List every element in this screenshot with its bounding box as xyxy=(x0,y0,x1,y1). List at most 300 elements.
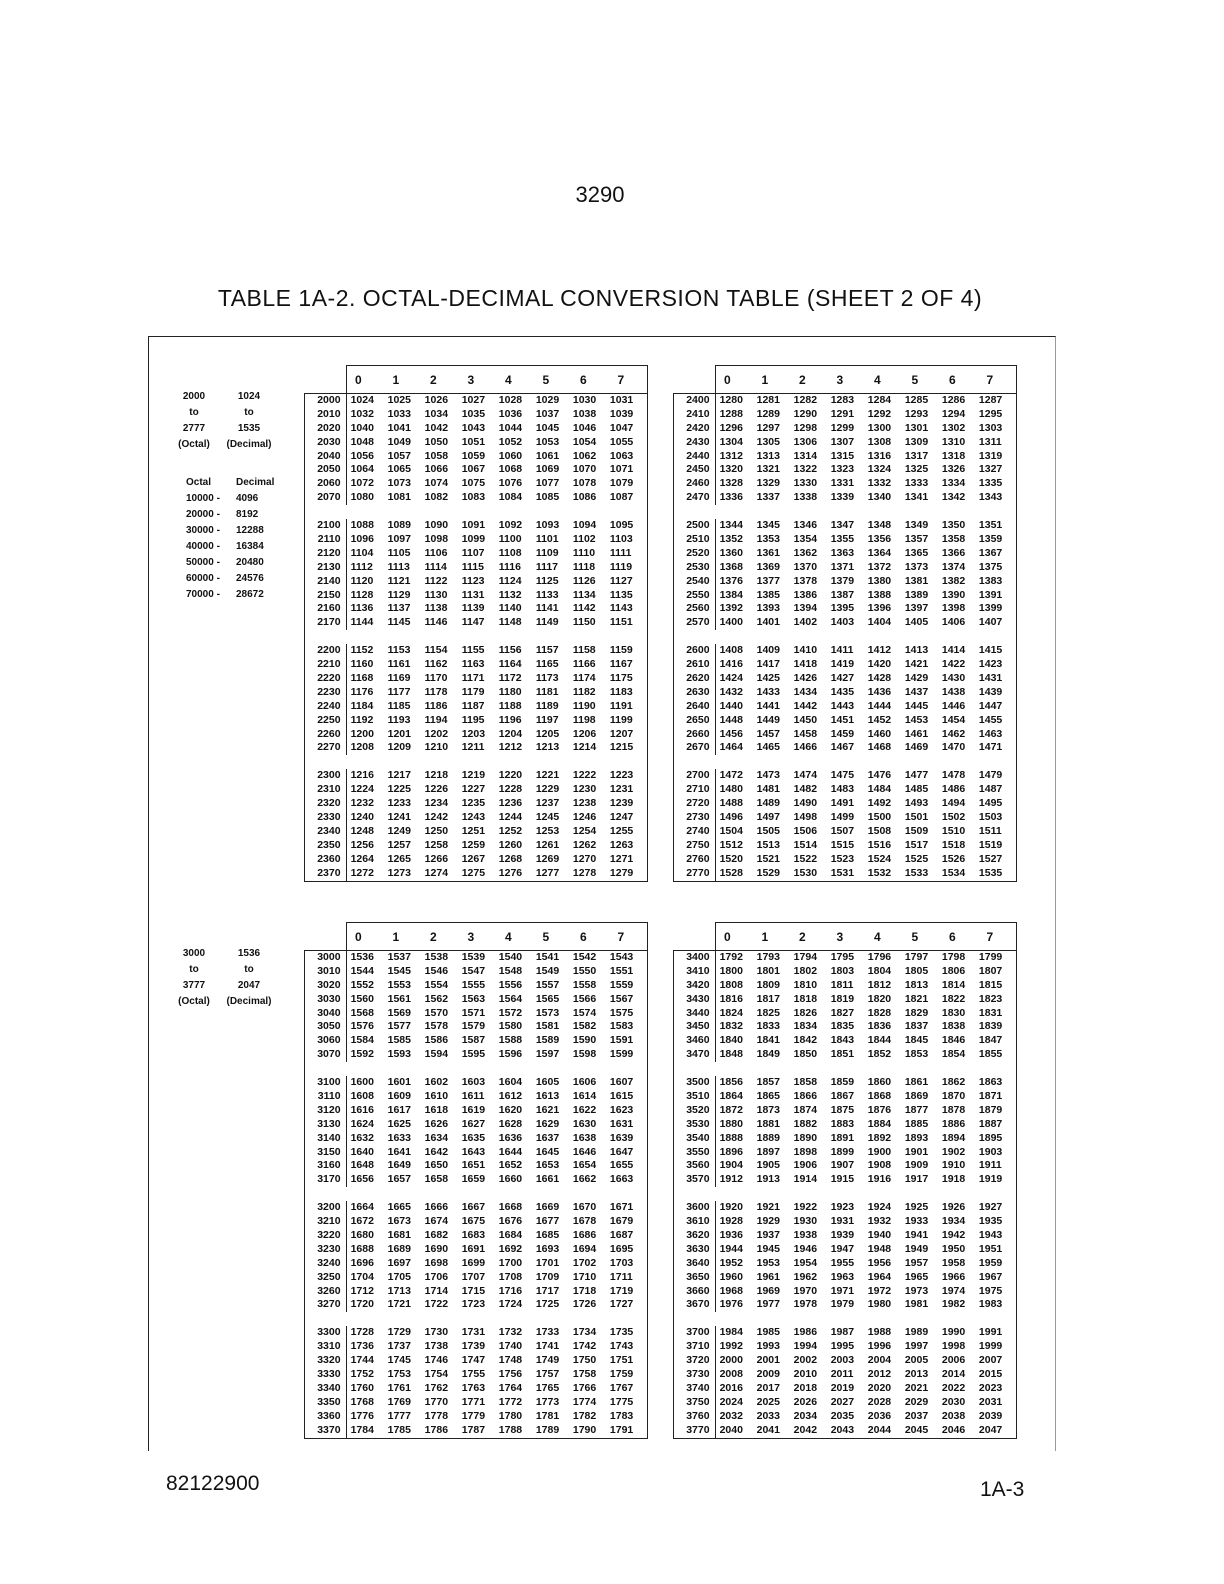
decimal-cell: 1529 xyxy=(756,866,780,879)
column-header: 7 xyxy=(617,930,625,944)
decimal-cell: 1148 xyxy=(498,616,522,629)
legend-range-row xyxy=(176,946,286,962)
decimal-cell: 1881 xyxy=(756,1117,780,1130)
decimal-cell: 1731 xyxy=(461,1326,486,1339)
table-row xyxy=(305,463,647,477)
decimal-cell: 1597 xyxy=(535,1048,560,1061)
decimal-cell: 1449 xyxy=(756,713,780,726)
table-row xyxy=(305,491,647,505)
decimal-cell: 1058 xyxy=(424,449,449,462)
table-row xyxy=(305,728,647,742)
table-row xyxy=(674,1215,1016,1229)
octal-row-label: 3070 xyxy=(305,1048,347,1062)
decimal-cell: 1753 xyxy=(387,1368,411,1381)
decimal-cell: 1359 xyxy=(978,533,1003,546)
decimal-cell: 1766 xyxy=(572,1381,597,1394)
decimal-cell: 1849 xyxy=(756,1048,780,1061)
decimal-cell: 1091 xyxy=(461,519,486,532)
legend-scale-row xyxy=(176,539,286,555)
decimal-cell: 1609 xyxy=(387,1090,411,1103)
decimal-cell: 1200 xyxy=(350,727,374,740)
decimal-cell: 1615 xyxy=(609,1090,634,1103)
legend-octal: 2777 xyxy=(182,423,206,434)
decimal-cell: 1969 xyxy=(756,1284,780,1297)
decimal-cell: 1735 xyxy=(609,1326,634,1339)
octal-row-label: 2740 xyxy=(674,825,716,839)
decimal-cell: 1945 xyxy=(756,1242,780,1255)
decimal-cell: 1847 xyxy=(978,1034,1003,1047)
decimal-cell: 1520 xyxy=(719,852,743,865)
decimal-cell: 2019 xyxy=(830,1381,855,1394)
legend-scale-octal: 30000 - xyxy=(186,525,220,536)
decimal-cell: 1260 xyxy=(498,838,523,851)
decimal-cell: 1782 xyxy=(572,1409,597,1422)
table-row xyxy=(305,951,647,965)
octal-row-label: 2570 xyxy=(674,616,716,630)
table-row xyxy=(305,839,647,853)
decimal-cell: 1406 xyxy=(941,616,966,629)
decimal-cell: 1143 xyxy=(609,602,633,615)
decimal-cell: 1344 xyxy=(719,519,743,532)
decimal-cell: 1950 xyxy=(941,1242,966,1255)
octal-row-label: 3260 xyxy=(305,1285,347,1299)
decimal-cell: 1712 xyxy=(350,1284,374,1297)
decimal-cell: 2002 xyxy=(793,1354,818,1367)
decimal-cell: 1256 xyxy=(350,838,374,851)
decimal-cell: 1212 xyxy=(498,741,523,754)
decimal-cell: 1783 xyxy=(609,1409,634,1422)
decimal-cell: 1317 xyxy=(904,449,929,462)
table-row xyxy=(305,394,647,408)
table-row xyxy=(674,463,1016,477)
decimal-cell: 1397 xyxy=(904,602,929,615)
table-row xyxy=(674,547,1016,561)
decimal-cell: 1322 xyxy=(793,463,818,476)
row-group xyxy=(674,1326,1016,1437)
decimal-cell: 1158 xyxy=(572,644,596,657)
decimal-cell: 1620 xyxy=(498,1103,523,1116)
decimal-cell: 1736 xyxy=(350,1340,374,1353)
decimal-cell: 2028 xyxy=(867,1395,892,1408)
decimal-cell: 1914 xyxy=(793,1173,818,1186)
decimal-cell: 1401 xyxy=(756,616,780,629)
decimal-cell: 1598 xyxy=(572,1048,597,1061)
decimal-cell: 1893 xyxy=(904,1131,929,1144)
octal-row-label: 2240 xyxy=(305,700,347,714)
decimal-cell: 1421 xyxy=(904,658,929,671)
decimal-cell: 2023 xyxy=(978,1381,1003,1394)
decimal-cell: 1180 xyxy=(498,685,522,698)
column-header: 6 xyxy=(580,930,587,944)
table-row xyxy=(305,1382,647,1396)
octal-row-label: 3750 xyxy=(674,1396,716,1410)
decimal-cell: 1114 xyxy=(424,560,447,573)
column-header: 4 xyxy=(505,373,512,387)
decimal-cell: 1674 xyxy=(424,1215,449,1228)
decimal-cell: 1571 xyxy=(461,1006,486,1019)
decimal-cell: 1154 xyxy=(424,644,448,657)
decimal-cell: 1868 xyxy=(867,1090,892,1103)
decimal-cell: 1109 xyxy=(535,546,559,559)
octal-row-label: 3050 xyxy=(305,1020,347,1034)
decimal-cell: 1553 xyxy=(387,978,411,991)
decimal-cell: 1240 xyxy=(350,811,374,824)
decimal-cell: 1485 xyxy=(904,783,929,796)
decimal-cell: 2010 xyxy=(793,1368,818,1381)
octal-row-label: 3010 xyxy=(305,965,347,979)
decimal-cell: 1456 xyxy=(719,727,743,740)
decimal-cell: 1719 xyxy=(609,1284,634,1297)
decimal-cell: 1327 xyxy=(978,463,1003,476)
decimal-cell: 1619 xyxy=(461,1103,486,1116)
decimal-cell: 2035 xyxy=(830,1409,855,1422)
octal-row-label: 2540 xyxy=(674,575,716,589)
table-row xyxy=(674,519,1016,533)
decimal-cell: 1046 xyxy=(572,421,597,434)
decimal-cell: 1454 xyxy=(941,713,966,726)
decimal-cell: 1238 xyxy=(572,797,597,810)
decimal-cell: 1499 xyxy=(830,811,855,824)
decimal-cell: 2005 xyxy=(904,1354,929,1367)
decimal-cell: 1224 xyxy=(350,783,374,796)
octal-row-label: 2230 xyxy=(305,686,347,700)
decimal-cell: 1150 xyxy=(572,616,596,629)
decimal-cell: 1369 xyxy=(756,560,780,573)
decimal-cell: 1412 xyxy=(867,644,892,657)
decimal-cell: 1828 xyxy=(867,1006,892,1019)
decimal-cell: 1438 xyxy=(941,685,966,698)
decimal-cell: 1819 xyxy=(830,992,855,1005)
legend-decimal: (Decimal) xyxy=(226,996,272,1007)
decimal-cell: 1725 xyxy=(535,1298,560,1311)
decimal-cell: 1262 xyxy=(572,838,597,851)
octal-row-label: 3720 xyxy=(674,1354,716,1368)
decimal-cell: 1370 xyxy=(793,560,818,573)
decimal-cell: 1444 xyxy=(867,699,892,712)
decimal-cell: 1024 xyxy=(350,394,374,406)
octal-row-label: 2430 xyxy=(674,436,716,450)
decimal-cell: 1378 xyxy=(793,574,818,587)
decimal-cell: 1947 xyxy=(830,1242,855,1255)
decimal-cell: 1940 xyxy=(867,1229,892,1242)
decimal-cell: 1846 xyxy=(941,1034,966,1047)
decimal-cell: 1340 xyxy=(867,491,892,504)
decimal-cell: 1840 xyxy=(719,1034,743,1047)
decimal-cell: 1241 xyxy=(387,811,411,824)
decimal-cell: 1207 xyxy=(609,727,634,740)
decimal-cell: 1641 xyxy=(387,1145,411,1158)
legend-range-row xyxy=(176,437,286,453)
decimal-cell: 1481 xyxy=(756,783,780,796)
table-row xyxy=(305,1159,647,1173)
decimal-cell: 1192 xyxy=(350,713,374,726)
decimal-cell: 1330 xyxy=(793,477,818,490)
decimal-cell: 1432 xyxy=(719,685,743,698)
decimal-cell: 1589 xyxy=(535,1034,560,1047)
decimal-cell: 1458 xyxy=(793,727,818,740)
conversion-grid xyxy=(304,950,648,1439)
decimal-cell: 1692 xyxy=(498,1242,523,1255)
decimal-cell: 1281 xyxy=(756,394,780,406)
legend-octal: 2000 xyxy=(182,391,206,402)
decimal-cell: 1608 xyxy=(350,1090,374,1103)
decimal-cell: 1955 xyxy=(830,1256,855,1269)
decimal-cell: 1489 xyxy=(756,797,780,810)
legend-scale-row xyxy=(176,507,286,523)
decimal-cell: 1632 xyxy=(350,1131,374,1144)
decimal-cell: 1137 xyxy=(387,602,411,615)
decimal-cell: 1797 xyxy=(904,951,929,963)
decimal-cell: 1195 xyxy=(461,713,485,726)
decimal-cell: 1059 xyxy=(461,449,486,462)
decimal-cell: 2011 xyxy=(830,1368,854,1381)
decimal-cell: 1498 xyxy=(793,811,818,824)
decimal-cell: 1718 xyxy=(572,1284,597,1297)
table-row xyxy=(305,561,647,575)
table-row xyxy=(674,644,1016,658)
decimal-cell: 2046 xyxy=(941,1423,966,1436)
octal-row-label: 3150 xyxy=(305,1146,347,1160)
decimal-cell: 1217 xyxy=(387,769,411,782)
decimal-cell: 1562 xyxy=(424,992,449,1005)
decimal-cell: 1436 xyxy=(867,685,892,698)
decimal-cell: 1664 xyxy=(350,1201,374,1214)
table-row xyxy=(674,965,1016,979)
decimal-cell: 1771 xyxy=(461,1395,486,1408)
decimal-cell: 1804 xyxy=(867,964,892,977)
decimal-cell: 1698 xyxy=(424,1256,449,1269)
decimal-cell: 1094 xyxy=(572,519,597,532)
conversion-grid xyxy=(673,393,1017,882)
decimal-cell: 1194 xyxy=(424,713,448,726)
decimal-cell: 1886 xyxy=(941,1117,966,1130)
table-row xyxy=(305,965,647,979)
decimal-cell: 1673 xyxy=(387,1215,411,1228)
legend-scale-decimal: 8192 xyxy=(236,509,259,520)
octal-row-label: 3140 xyxy=(305,1132,347,1146)
decimal-cell: 1887 xyxy=(978,1117,1003,1130)
decimal-cell: 1390 xyxy=(941,588,966,601)
table-row xyxy=(674,1090,1016,1104)
octal-row-label: 2750 xyxy=(674,839,716,853)
decimal-cell: 1185 xyxy=(387,699,411,712)
decimal-cell: 1970 xyxy=(793,1284,818,1297)
decimal-cell: 1543 xyxy=(609,951,634,963)
table-row xyxy=(305,519,647,533)
decimal-cell: 1288 xyxy=(719,407,743,420)
decimal-cell: 1199 xyxy=(609,713,633,726)
decimal-cell: 1102 xyxy=(572,533,596,546)
row-group xyxy=(674,1201,1016,1312)
octal-row-label: 3200 xyxy=(305,1201,347,1215)
octal-row-label: 3630 xyxy=(674,1243,716,1257)
decimal-cell: 1957 xyxy=(904,1256,929,1269)
legend-decimal: (Decimal) xyxy=(226,439,272,450)
decimal-cell: 1242 xyxy=(424,811,449,824)
decimal-cell: 1476 xyxy=(867,769,892,782)
table-row xyxy=(674,1396,1016,1410)
table-row xyxy=(674,616,1016,630)
row-group xyxy=(305,769,647,880)
decimal-cell: 1443 xyxy=(830,699,855,712)
octal-row-label: 2510 xyxy=(674,533,716,547)
decimal-cell: 1878 xyxy=(941,1103,966,1116)
column-header: 7 xyxy=(986,930,994,944)
decimal-cell: 1349 xyxy=(904,519,929,532)
decimal-cell: 1311 xyxy=(978,435,1002,448)
decimal-cell: 2032 xyxy=(719,1409,743,1422)
decimal-cell: 1183 xyxy=(609,685,633,698)
decimal-cell: 1607 xyxy=(609,1076,634,1089)
table-row xyxy=(305,979,647,993)
decimal-cell: 1296 xyxy=(719,421,743,434)
decimal-cell: 1300 xyxy=(867,421,892,434)
table-row xyxy=(305,1229,647,1243)
column-header: 4 xyxy=(874,373,881,387)
decimal-cell: 1535 xyxy=(978,866,1003,879)
decimal-cell: 1733 xyxy=(535,1326,560,1339)
octal-row-label: 2450 xyxy=(674,463,716,477)
decimal-cell: 1895 xyxy=(978,1131,1003,1144)
decimal-cell: 1567 xyxy=(609,992,634,1005)
decimal-cell: 1856 xyxy=(719,1076,743,1089)
table-row xyxy=(674,714,1016,728)
decimal-cell: 1717 xyxy=(535,1284,560,1297)
decimal-cell: 2030 xyxy=(941,1395,966,1408)
table-row xyxy=(305,547,647,561)
legend-scale-decimal: 12288 xyxy=(236,525,264,536)
decimal-cell: 1998 xyxy=(941,1340,966,1353)
decimal-cell: 1711 xyxy=(609,1270,633,1283)
table-row xyxy=(674,728,1016,742)
decimal-cell: 1104 xyxy=(350,546,374,559)
octal-row-label: 3420 xyxy=(674,979,716,993)
table-row xyxy=(674,1034,1016,1048)
table-row xyxy=(305,1090,647,1104)
decimal-cell: 1606 xyxy=(572,1076,597,1089)
decimal-cell: 1267 xyxy=(461,852,486,865)
decimal-cell: 1870 xyxy=(941,1090,966,1103)
legend-scale-octal: 50000 - xyxy=(186,557,220,568)
octal-row-label: 3310 xyxy=(305,1340,347,1354)
decimal-cell: 1985 xyxy=(756,1326,780,1339)
decimal-cell: 1468 xyxy=(867,741,892,754)
decimal-cell: 1297 xyxy=(756,421,780,434)
table-row xyxy=(674,867,1016,881)
decimal-cell: 1269 xyxy=(535,852,560,865)
legend-scale-octal: 10000 - xyxy=(186,493,220,504)
decimal-cell: 1435 xyxy=(830,685,855,698)
decimal-cell: 1921 xyxy=(756,1201,780,1214)
decimal-cell: 1108 xyxy=(498,546,522,559)
decimal-cell: 1076 xyxy=(498,477,523,490)
decimal-cell: 1776 xyxy=(350,1409,374,1422)
legend-scale-decimal: 24576 xyxy=(236,573,264,584)
octal-row-label: 3300 xyxy=(305,1326,347,1340)
decimal-cell: 1126 xyxy=(572,574,596,587)
decimal-cell: 1163 xyxy=(461,658,485,671)
decimal-cell: 1272 xyxy=(350,866,374,879)
row-group xyxy=(674,519,1016,630)
decimal-cell: 1239 xyxy=(609,797,634,810)
decimal-cell: 1292 xyxy=(867,407,892,420)
decimal-cell: 1172 xyxy=(498,672,522,685)
legend-range-row xyxy=(176,962,286,978)
decimal-cell: 1699 xyxy=(461,1256,486,1269)
decimal-cell: 1931 xyxy=(830,1215,855,1228)
table-row xyxy=(674,783,1016,797)
decimal-cell: 1113 xyxy=(387,560,410,573)
octal-row-label: 3620 xyxy=(674,1229,716,1243)
column-header: 2 xyxy=(430,930,437,944)
decimal-cell: 1310 xyxy=(941,435,966,448)
decimal-cell: 1152 xyxy=(350,644,374,657)
decimal-cell: 1740 xyxy=(498,1340,523,1353)
decimal-cell: 1220 xyxy=(498,769,523,782)
decimal-cell: 1408 xyxy=(719,644,743,657)
decimal-cell: 1566 xyxy=(572,992,597,1005)
decimal-cell: 1168 xyxy=(350,672,374,685)
decimal-cell: 1080 xyxy=(350,491,374,504)
decimal-cell: 1838 xyxy=(941,1020,966,1033)
decimal-cell: 1757 xyxy=(535,1368,560,1381)
decimal-cell: 1507 xyxy=(830,824,855,837)
decimal-cell: 1933 xyxy=(904,1215,929,1228)
decimal-cell: 1054 xyxy=(572,435,597,448)
decimal-cell: 1570 xyxy=(424,1006,449,1019)
decimal-cell: 1350 xyxy=(941,519,966,532)
decimal-cell: 1388 xyxy=(867,588,892,601)
decimal-cell: 1636 xyxy=(498,1131,523,1144)
decimal-cell: 1471 xyxy=(978,741,1003,754)
octal-row-label: 2160 xyxy=(305,602,347,616)
legend-octal: (Octal) xyxy=(178,439,210,450)
decimal-cell: 1402 xyxy=(793,616,818,629)
decimal-cell: 1384 xyxy=(719,588,743,601)
octal-row-label: 2000 xyxy=(305,394,347,408)
octal-row-label: 2500 xyxy=(674,519,716,533)
decimal-cell: 1807 xyxy=(978,964,1003,977)
octal-row-label: 3570 xyxy=(674,1173,716,1187)
decimal-cell: 1831 xyxy=(978,1006,1003,1019)
decimal-cell: 1902 xyxy=(941,1145,966,1158)
decimal-cell: 1313 xyxy=(756,449,780,462)
decimal-cell: 1618 xyxy=(424,1103,449,1116)
decimal-cell: 1118 xyxy=(572,560,596,573)
decimal-cell: 1845 xyxy=(904,1034,929,1047)
octal-row-label: 3220 xyxy=(305,1229,347,1243)
decimal-cell: 1502 xyxy=(941,811,966,824)
decimal-cell: 1706 xyxy=(424,1270,449,1283)
decimal-cell: 1345 xyxy=(756,519,780,532)
column-header: 4 xyxy=(505,930,512,944)
decimal-cell: 1863 xyxy=(978,1076,1003,1089)
table-row xyxy=(674,533,1016,547)
decimal-cell: 1722 xyxy=(424,1298,449,1311)
decimal-cell: 1836 xyxy=(867,1020,892,1033)
octal-row-label: 2150 xyxy=(305,589,347,603)
decimal-cell: 1959 xyxy=(978,1256,1003,1269)
decimal-cell: 1894 xyxy=(941,1131,966,1144)
table-row xyxy=(674,422,1016,436)
octal-row-label: 3430 xyxy=(674,993,716,1007)
decimal-cell: 1243 xyxy=(461,811,486,824)
document-number: 82122900 xyxy=(166,1472,260,1495)
table-row xyxy=(305,589,647,603)
decimal-cell: 1273 xyxy=(387,866,411,879)
decimal-cell: 1171 xyxy=(461,672,485,685)
table-row xyxy=(674,1382,1016,1396)
